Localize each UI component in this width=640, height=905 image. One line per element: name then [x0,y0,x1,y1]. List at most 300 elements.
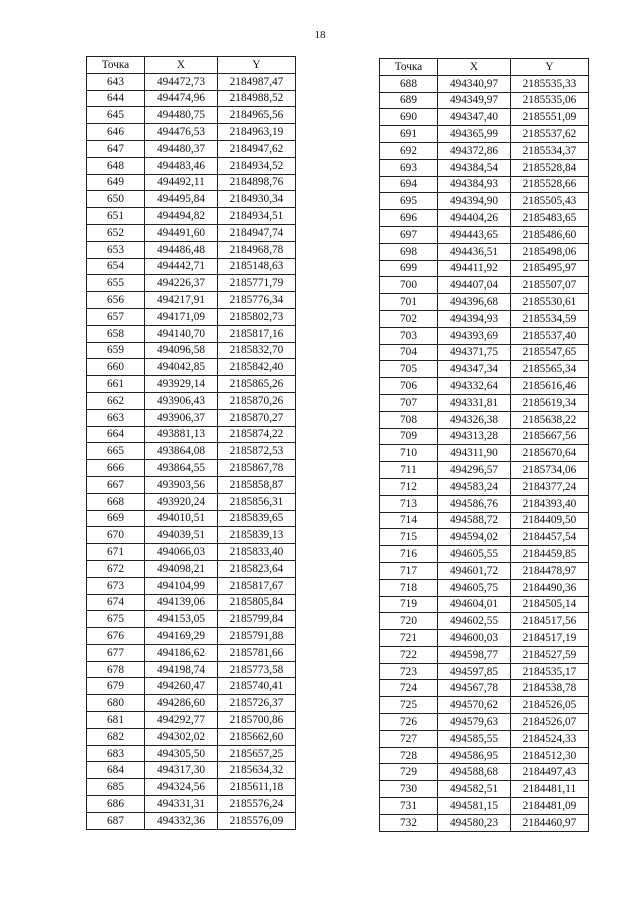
cell-y: 2185486,60 [511,226,589,243]
cell-x: 494486,48 [145,241,218,258]
column-header-x: X [145,57,218,74]
cell-x: 494153,05 [145,611,218,628]
cell-y: 2184898,76 [218,174,296,191]
cell-y: 2184460,97 [511,814,589,831]
table-row [87,745,296,762]
cell-x: 494494,82 [145,208,218,225]
cell-x: 494104,99 [145,577,218,594]
cell-point: 670 [87,527,145,544]
cell-x: 494324,56 [145,779,218,796]
cell-point: 715 [380,529,438,546]
table-row [380,193,589,210]
cell-point: 692 [380,142,438,159]
cell-point: 679 [87,678,145,695]
cell-y: 2185867,78 [218,460,296,477]
table-row [87,359,296,376]
cell-point: 699 [380,260,438,277]
cell-y: 2185662,60 [218,728,296,745]
cell-y: 2185781,66 [218,644,296,661]
cell-y: 2184987,47 [218,73,296,90]
cell-y: 2185833,40 [218,544,296,561]
cell-point: 676 [87,628,145,645]
table-row [87,224,296,241]
cell-point: 686 [87,796,145,813]
cell-x: 494340,97 [438,75,511,92]
column-header-point: Точка [380,59,438,76]
cell-y: 2184409,50 [511,512,589,529]
cell-x: 494567,78 [438,680,511,697]
cell-x: 494442,71 [145,258,218,275]
cell-point: 719 [380,596,438,613]
table-row [380,613,589,630]
cell-x: 494066,03 [145,544,218,561]
cell-point: 687 [87,812,145,829]
cell-y: 2185823,64 [218,560,296,577]
cell-y: 2185776,34 [218,292,296,309]
cell-point: 726 [380,714,438,731]
cell-x: 494311,90 [438,445,511,462]
cell-point: 690 [380,109,438,126]
cell-x: 494579,63 [438,714,511,731]
cell-x: 494140,70 [145,325,218,342]
cell-point: 660 [87,359,145,376]
cell-y: 2184517,56 [511,613,589,630]
table-row [87,275,296,292]
cell-point: 722 [380,646,438,663]
cell-y: 2184512,30 [511,747,589,764]
cell-x: 493929,14 [145,376,218,393]
cell-point: 665 [87,443,145,460]
cell-y: 2185535,06 [511,92,589,109]
cell-x: 494476,53 [145,124,218,141]
cell-x: 494600,03 [438,630,511,647]
cell-y: 2184538,78 [511,680,589,697]
cell-point: 649 [87,174,145,191]
cell-x: 494586,76 [438,495,511,512]
cell-point: 645 [87,107,145,124]
table-row [380,781,589,798]
cell-y: 2184965,56 [218,107,296,124]
cell-y: 2184457,54 [511,529,589,546]
cell-point: 716 [380,546,438,563]
cell-y: 2185832,70 [218,342,296,359]
cell-y: 2185874,22 [218,426,296,443]
cell-y: 2184527,59 [511,646,589,663]
table-row [87,443,296,460]
cell-x: 494217,91 [145,292,218,309]
cell-point: 698 [380,243,438,260]
cell-x: 494582,51 [438,781,511,798]
cell-point: 711 [380,462,438,479]
cell-y: 2185817,67 [218,577,296,594]
cell-point: 669 [87,510,145,527]
cell-y: 2185634,32 [218,762,296,779]
cell-y: 2185498,06 [511,243,589,260]
cell-point: 731 [380,798,438,815]
column-header-y: Y [218,57,296,74]
cell-x: 493864,08 [145,443,218,460]
cell-point: 662 [87,392,145,409]
cell-point: 651 [87,208,145,225]
cell-y: 2185870,27 [218,409,296,426]
cell-x: 494349,97 [438,92,511,109]
cell-point: 695 [380,193,438,210]
table-row [87,124,296,141]
cell-point: 684 [87,762,145,779]
table-row [380,411,589,428]
cell-x: 494583,24 [438,478,511,495]
cell-x: 494326,38 [438,411,511,428]
table-row [380,478,589,495]
cell-x: 493864,55 [145,460,218,477]
cell-y: 2185483,65 [511,210,589,227]
cell-point: 666 [87,460,145,477]
cell-x: 494443,65 [438,226,511,243]
cell-point: 689 [380,92,438,109]
table-header-row [87,57,296,74]
cell-point: 712 [380,478,438,495]
cell-y: 2185528,66 [511,176,589,193]
cell-y: 2185700,86 [218,712,296,729]
coordinates-table-left [86,56,296,830]
table-row [87,107,296,124]
cell-point: 721 [380,630,438,647]
cell-x: 494305,50 [145,745,218,762]
table-row [380,512,589,529]
cell-point: 652 [87,224,145,241]
cell-y: 2185771,79 [218,275,296,292]
cell-y: 2184963,19 [218,124,296,141]
cell-x: 494169,29 [145,628,218,645]
table-row [380,327,589,344]
cell-y: 2184459,85 [511,546,589,563]
cell-point: 668 [87,493,145,510]
cell-x: 494495,84 [145,191,218,208]
table-row [380,428,589,445]
cell-point: 697 [380,226,438,243]
cell-y: 2184930,34 [218,191,296,208]
cell-y: 2185805,84 [218,594,296,611]
table-row [87,527,296,544]
cell-point: 706 [380,378,438,395]
cell-y: 2185619,34 [511,394,589,411]
cell-y: 2185547,65 [511,344,589,361]
cell-x: 494605,75 [438,579,511,596]
cell-x: 494347,40 [438,109,511,126]
cell-point: 656 [87,292,145,309]
cell-y: 2185865,26 [218,376,296,393]
cell-point: 677 [87,644,145,661]
cell-point: 661 [87,376,145,393]
table-row [380,747,589,764]
cell-x: 494347,34 [438,361,511,378]
table-row [87,409,296,426]
cell-point: 717 [380,562,438,579]
cell-x: 494332,36 [145,812,218,829]
table-row [87,594,296,611]
cell-y: 2184988,52 [218,90,296,107]
cell-point: 664 [87,426,145,443]
cell-y: 2185505,43 [511,193,589,210]
cell-x: 494332,64 [438,378,511,395]
cell-point: 707 [380,394,438,411]
cell-point: 691 [380,126,438,143]
cell-point: 694 [380,176,438,193]
table-row [380,159,589,176]
cell-y: 2185773,58 [218,661,296,678]
cell-y: 2184947,62 [218,140,296,157]
cell-point: 700 [380,277,438,294]
cell-point: 728 [380,747,438,764]
table-row [87,493,296,510]
table-row [87,460,296,477]
column-header-point: Точка [87,57,145,74]
cell-point: 681 [87,712,145,729]
table-row [380,75,589,92]
cell-y: 2185534,37 [511,142,589,159]
table-row [380,294,589,311]
table-row [380,814,589,831]
cell-y: 2185495,97 [511,260,589,277]
cell-point: 705 [380,361,438,378]
cell-point: 680 [87,695,145,712]
cell-x: 494296,57 [438,462,511,479]
cell-point: 720 [380,613,438,630]
cell-point: 724 [380,680,438,697]
cell-x: 494474,96 [145,90,218,107]
cell-x: 494602,55 [438,613,511,630]
cell-y: 2184517,19 [511,630,589,647]
cell-point: 674 [87,594,145,611]
cell-x: 494393,69 [438,327,511,344]
table-row [87,191,296,208]
cell-x: 494480,75 [145,107,218,124]
cell-x: 494365,99 [438,126,511,143]
cell-x: 494436,51 [438,243,511,260]
cell-point: 682 [87,728,145,745]
table-row [87,661,296,678]
cell-point: 667 [87,476,145,493]
cell-y: 2184393,40 [511,495,589,512]
cell-point: 655 [87,275,145,292]
cell-x: 494472,73 [145,73,218,90]
cell-y: 2185858,87 [218,476,296,493]
cell-y: 2184524,33 [511,730,589,747]
cell-y: 2185616,46 [511,378,589,395]
table-row [87,577,296,594]
table-row [380,310,589,327]
cell-x: 494042,85 [145,359,218,376]
cell-y: 2184497,43 [511,764,589,781]
table-row [87,174,296,191]
cell-x: 494585,55 [438,730,511,747]
cell-y: 2184947,74 [218,224,296,241]
cell-y: 2185726,37 [218,695,296,712]
cell-x: 494286,60 [145,695,218,712]
cell-y: 2185842,40 [218,359,296,376]
cell-y: 2185839,65 [218,510,296,527]
cell-point: 643 [87,73,145,90]
table-row [87,812,296,829]
cell-y: 2184481,09 [511,798,589,815]
table-row [87,208,296,225]
cell-x: 494492,11 [145,174,218,191]
cell-y: 2184934,52 [218,157,296,174]
cell-y: 2185839,13 [218,527,296,544]
cell-x: 493906,37 [145,409,218,426]
cell-y: 2185856,31 [218,493,296,510]
table-row [87,728,296,745]
cell-x: 494331,31 [145,796,218,813]
table-row [380,176,589,193]
cell-x: 494588,68 [438,764,511,781]
table-row [87,157,296,174]
table-row [380,210,589,227]
table-row [380,579,589,596]
table-row [87,476,296,493]
table-row [380,394,589,411]
cell-y: 2185537,62 [511,126,589,143]
cell-x: 494171,09 [145,308,218,325]
cell-y: 2185799,84 [218,611,296,628]
table-row [87,292,296,309]
table-row [380,277,589,294]
cell-point: 671 [87,544,145,561]
cell-point: 644 [87,90,145,107]
cell-point: 650 [87,191,145,208]
table-row [380,663,589,680]
table-row [87,628,296,645]
cell-x: 494384,93 [438,176,511,193]
cell-y: 2184526,07 [511,714,589,731]
table-row [380,142,589,159]
cell-point: 714 [380,512,438,529]
cell-x: 494396,68 [438,294,511,311]
cell-point: 654 [87,258,145,275]
cell-x: 494186,62 [145,644,218,661]
table-row [380,730,589,747]
cell-x: 494292,77 [145,712,218,729]
cell-x: 494411,92 [438,260,511,277]
table-row [87,796,296,813]
table-row [380,462,589,479]
cell-x: 494404,26 [438,210,511,227]
cell-x: 494039,51 [145,527,218,544]
cell-y: 2184505,14 [511,596,589,613]
cell-y: 2185611,18 [218,779,296,796]
table-row [87,258,296,275]
table-row [380,126,589,143]
cell-x: 493903,56 [145,476,218,493]
cell-point: 713 [380,495,438,512]
cell-y: 2185791,88 [218,628,296,645]
cell-point: 723 [380,663,438,680]
cell-point: 727 [380,730,438,747]
table-row [87,762,296,779]
table-row [87,392,296,409]
table-row [87,140,296,157]
cell-x: 494260,47 [145,678,218,695]
table-row [380,546,589,563]
table-row [380,109,589,126]
cell-y: 2185565,34 [511,361,589,378]
cell-x: 494601,72 [438,562,511,579]
table-row [380,445,589,462]
cell-x: 494371,75 [438,344,511,361]
cell-y: 2184934,51 [218,208,296,225]
cell-x: 494331,81 [438,394,511,411]
cell-x: 494480,37 [145,140,218,157]
cell-x: 494098,21 [145,560,218,577]
cell-point: 673 [87,577,145,594]
cell-y: 2185507,07 [511,277,589,294]
cell-point: 730 [380,781,438,798]
cell-y: 2185670,64 [511,445,589,462]
column-header-y: Y [511,59,589,76]
cell-y: 2185528,84 [511,159,589,176]
cell-point: 646 [87,124,145,141]
cell-y: 2185872,53 [218,443,296,460]
table-row [87,560,296,577]
coordinates-table-right [379,58,589,832]
cell-point: 672 [87,560,145,577]
table-row [380,562,589,579]
cell-x: 494394,93 [438,310,511,327]
cell-y: 2184478,97 [511,562,589,579]
cell-x: 494570,62 [438,697,511,714]
cell-x: 493920,24 [145,493,218,510]
cell-point: 702 [380,310,438,327]
table-row [380,361,589,378]
cell-point: 704 [380,344,438,361]
table-row [87,325,296,342]
cell-point: 658 [87,325,145,342]
cell-y: 2185734,06 [511,462,589,479]
cell-y: 2185817,16 [218,325,296,342]
cell-point: 659 [87,342,145,359]
table-row [380,260,589,277]
table-row [380,92,589,109]
cell-x: 494198,74 [145,661,218,678]
table-row [87,695,296,712]
cell-point: 729 [380,764,438,781]
cell-point: 701 [380,294,438,311]
cell-point: 703 [380,327,438,344]
table-row [380,529,589,546]
cell-y: 2185535,33 [511,75,589,92]
table-row [380,596,589,613]
cell-point: 732 [380,814,438,831]
cell-y: 2185657,25 [218,745,296,762]
table-row [87,644,296,661]
table-row [380,680,589,697]
table-row [87,510,296,527]
cell-point: 683 [87,745,145,762]
table-row [380,714,589,731]
cell-y: 2184490,36 [511,579,589,596]
cell-y: 2185551,09 [511,109,589,126]
table-row [380,646,589,663]
cell-y: 2185537,40 [511,327,589,344]
cell-x: 494588,72 [438,512,511,529]
cell-x: 493881,13 [145,426,218,443]
table-row [380,378,589,395]
cell-x: 494139,06 [145,594,218,611]
page-number: 18 [314,29,326,41]
table-row [87,308,296,325]
cell-y: 2185667,56 [511,428,589,445]
cell-point: 696 [380,210,438,227]
